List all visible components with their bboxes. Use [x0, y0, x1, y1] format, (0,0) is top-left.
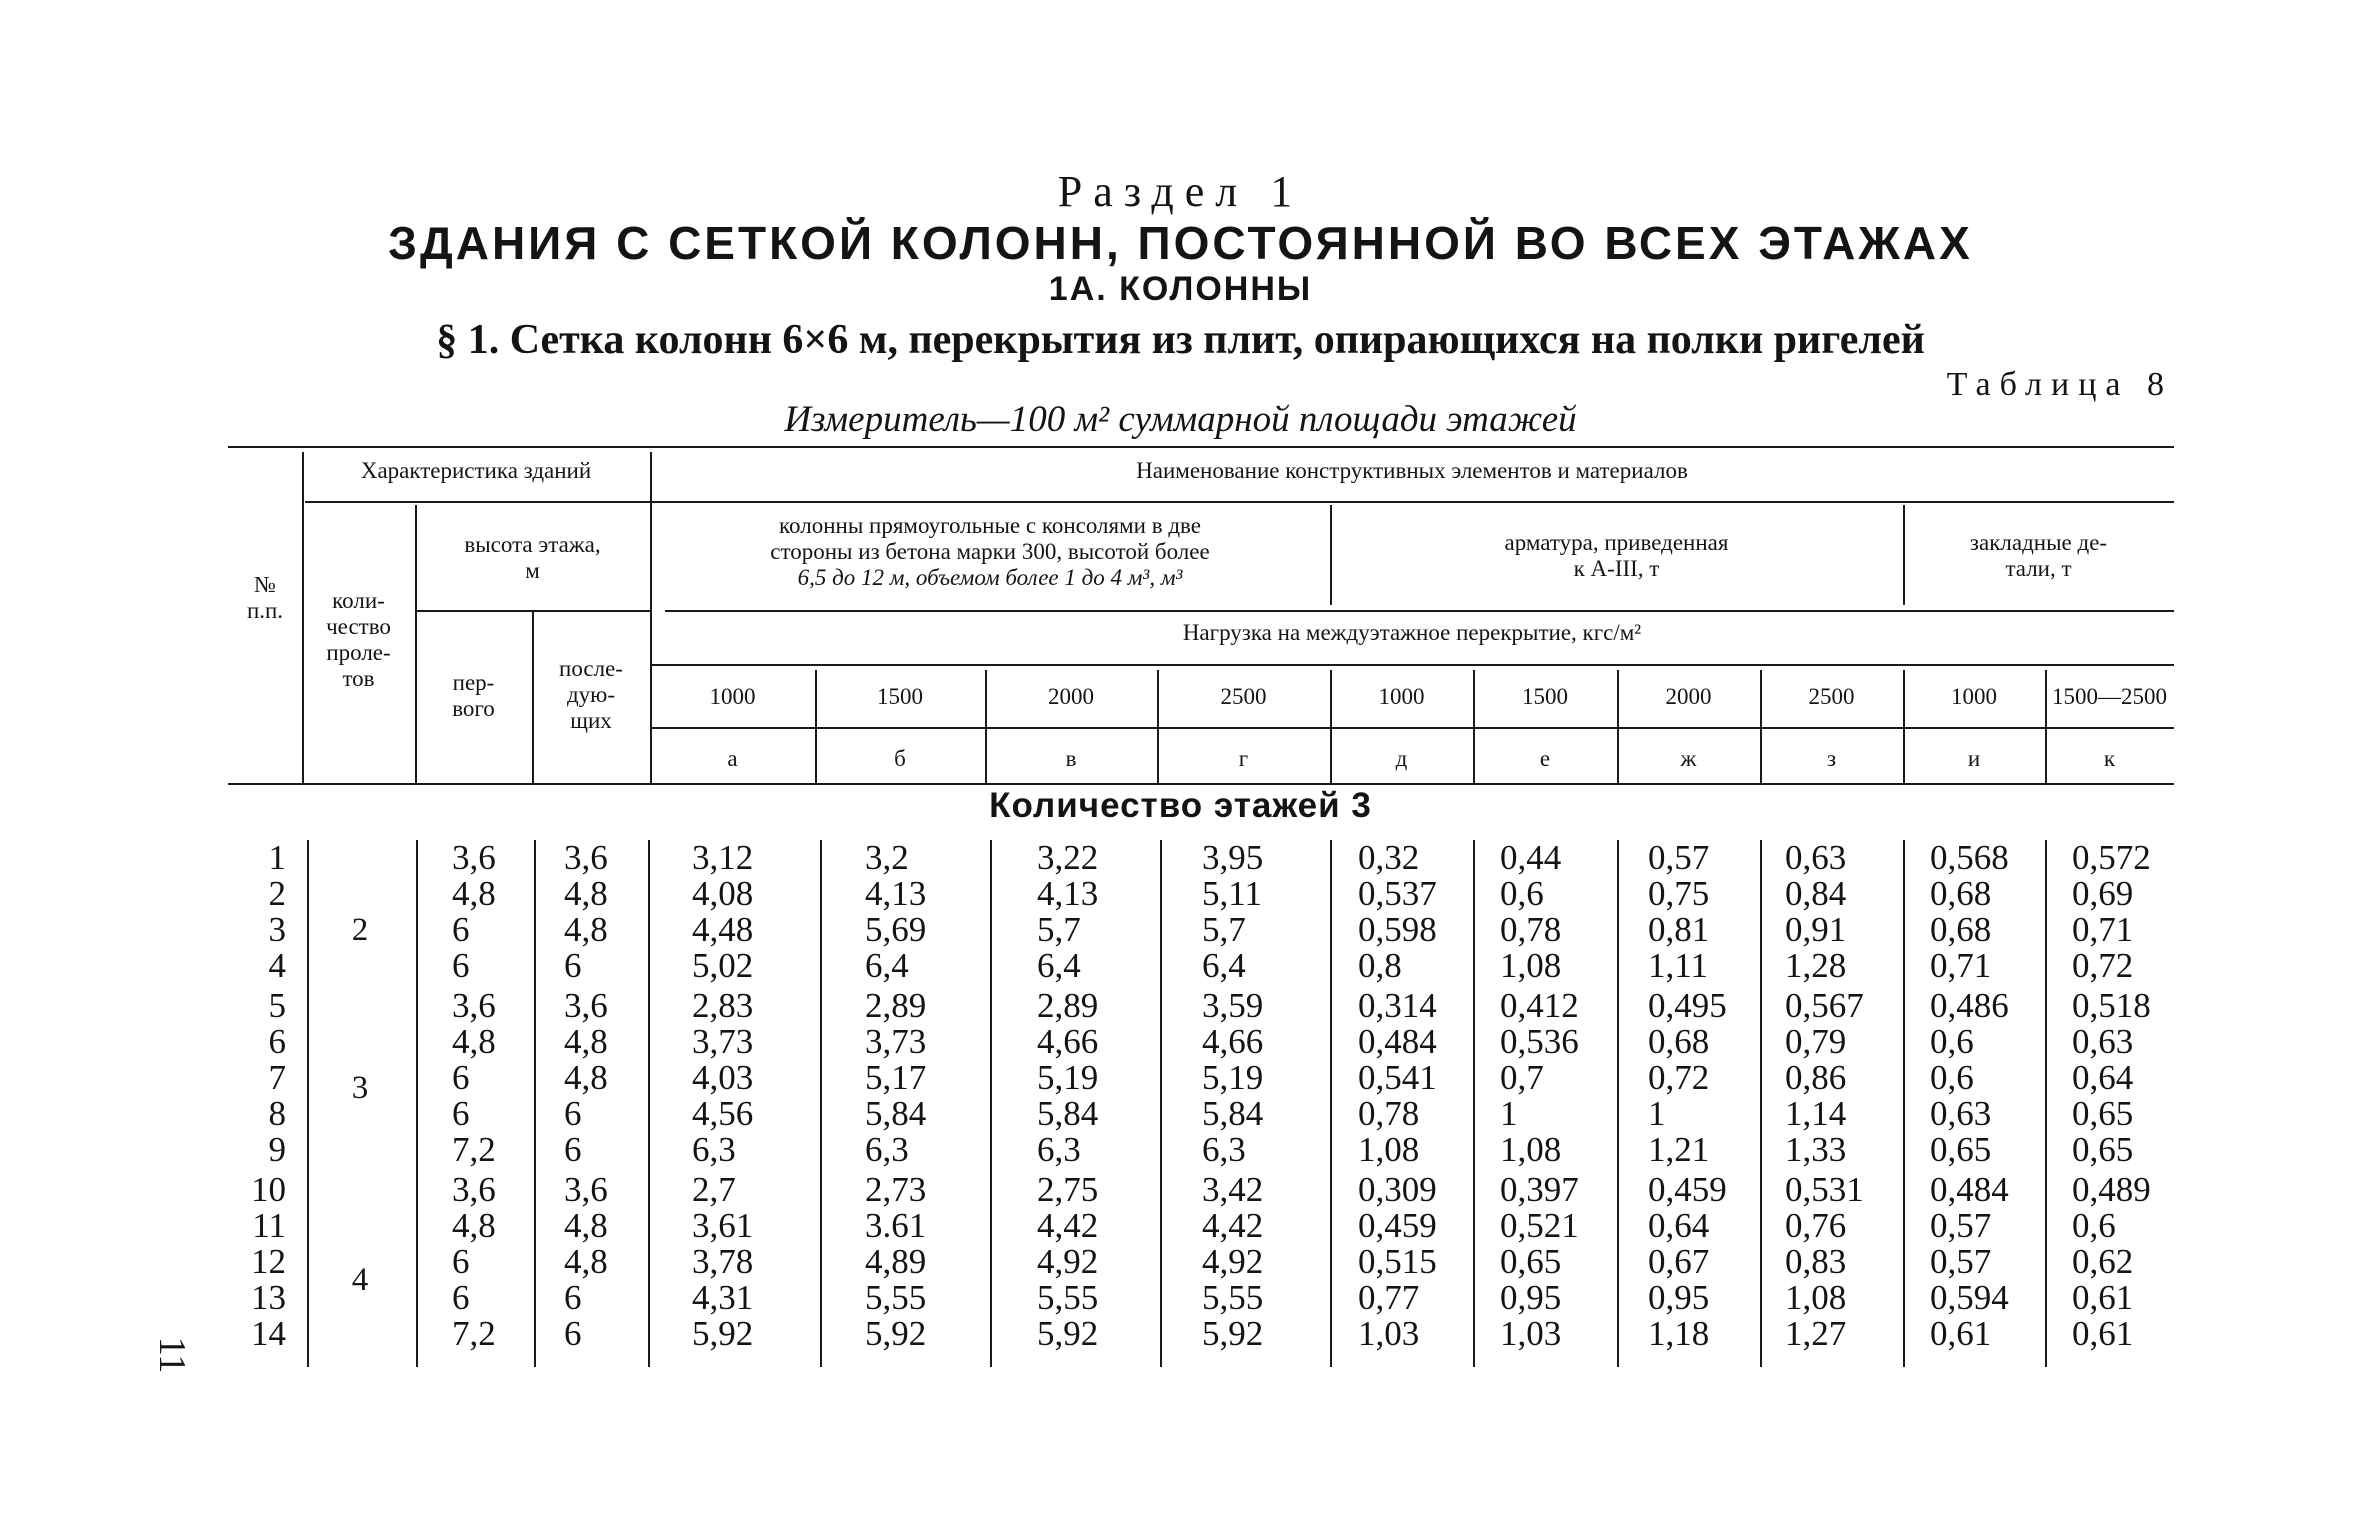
subsequent-floor-height: 4,8: [564, 910, 608, 949]
table-cell: 1,18: [1648, 1314, 1710, 1353]
table-cell: 0,91: [1785, 910, 1847, 949]
embedded-line: тали, т: [2005, 556, 2072, 581]
table-cell: 0,486: [1930, 986, 2009, 1025]
load-value: 2000: [1665, 684, 1712, 709]
spans-count-line: тов: [342, 666, 375, 691]
column-letter: и: [1967, 746, 1981, 771]
subsequent-floor-height: 4,8: [564, 874, 608, 913]
table-cell: 5,7: [1202, 910, 1246, 949]
table-cell: 0,63: [2072, 1022, 2134, 1061]
table-cell: 0,63: [1930, 1094, 1992, 1133]
table-cell: 4,31: [692, 1278, 754, 1317]
row-number: 5: [268, 986, 286, 1025]
first-floor-height: 6: [452, 1278, 470, 1317]
vrule-height: [650, 452, 652, 783]
table-cell: 0,309: [1358, 1170, 1437, 1209]
table-cell: 0,521: [1500, 1206, 1579, 1245]
table-cell: 4,42: [1037, 1206, 1099, 1245]
table-cell: 2,89: [1037, 986, 1099, 1025]
subsequent-floors-header: [532, 656, 650, 734]
table-cell: 1,03: [1500, 1314, 1562, 1353]
load-value: 1000: [709, 684, 756, 709]
row-number: 1: [268, 838, 286, 877]
rebar-line: к А-III, т: [1573, 556, 1660, 581]
row-number: 10: [251, 1170, 286, 1209]
table-cell: 5,84: [865, 1094, 927, 1133]
table-cell: 4,66: [1037, 1022, 1099, 1061]
table-cell: 4,56: [692, 1094, 754, 1133]
table-cell: 1,21: [1648, 1130, 1710, 1169]
table-cell: 2,75: [1037, 1170, 1099, 1209]
page-number: 11: [151, 1336, 193, 1374]
table-cell: 1,08: [1785, 1278, 1847, 1317]
table-cell: 0,594: [1930, 1278, 2009, 1317]
table-cell: 0,64: [2072, 1058, 2134, 1097]
main-title: ЗДАНИЯ С СЕТКОЙ КОЛОНН, ПОСТОЯННОЙ ВО ВСЕХ ЭТАЖАХ: [388, 217, 1973, 269]
table-cell: 0,72: [2072, 946, 2134, 985]
spans-count-header: [302, 588, 415, 692]
table-cell: 0,531: [1785, 1170, 1864, 1209]
table-cell: 6,4: [1037, 946, 1081, 985]
table-cell: 0,62: [2072, 1242, 2134, 1281]
table-row: [0, 1244, 2361, 1280]
table-cell: 6,3: [1202, 1130, 1246, 1169]
row-number: 11: [252, 1206, 286, 1245]
table-cell: 0,72: [1648, 1058, 1710, 1097]
span-count: 2: [351, 912, 369, 948]
subsequent-floor-height: 3,6: [564, 838, 608, 877]
column-letter: д: [1395, 746, 1408, 771]
table-cell: 0,57: [1648, 838, 1710, 877]
table-cell: 3,59: [1202, 986, 1264, 1025]
floors-heading: Количество этажей 3: [989, 786, 1372, 825]
load-title: Нагрузка на междуэтажное перекрытие, кгс/м²: [1182, 620, 1642, 645]
table-cell: 0,68: [1930, 910, 1992, 949]
table-cell: 6,4: [865, 946, 909, 985]
first-floor-height: 4,8: [452, 1022, 496, 1061]
table-cell: 0,57: [1930, 1242, 1992, 1281]
elements-rule: [650, 501, 2174, 503]
load-value: 1500—2500: [2052, 684, 2167, 709]
floor-height-header: [415, 532, 650, 584]
column-letter: е: [1539, 746, 1551, 771]
table-cell: 0,6: [2072, 1206, 2116, 1245]
table-cell: 5,17: [865, 1058, 927, 1097]
table-cell: 1,08: [1500, 946, 1562, 985]
table-cell: 4,92: [1037, 1242, 1099, 1281]
load-value: 2500: [1220, 684, 1267, 709]
load-value: 1500: [1522, 684, 1568, 709]
table-cell: 0,68: [1648, 1022, 1710, 1061]
rebar-header: [1330, 530, 1903, 582]
load-title-rule: [650, 664, 2174, 666]
table-cell: 0,61: [1930, 1314, 1992, 1353]
load-value: 2000: [1048, 684, 1094, 709]
table-cell: 3,42: [1202, 1170, 1264, 1209]
table-cell: 1,08: [1358, 1130, 1420, 1169]
subsequent-line: дую-: [566, 682, 616, 707]
table-cell: 5,19: [1202, 1058, 1264, 1097]
row-number: 7: [268, 1058, 286, 1097]
table-cell: 0,95: [1500, 1278, 1562, 1317]
table-cell: 5,11: [1202, 874, 1262, 913]
table-cell: 1,28: [1785, 946, 1847, 985]
table-row: [0, 840, 2361, 876]
first-floor-height: 4,8: [452, 1206, 496, 1245]
table-row: [0, 1172, 2361, 1208]
row-number: 12: [251, 1242, 286, 1281]
first-floor-height: 6: [452, 1242, 470, 1281]
table-cell: 5,84: [1202, 1094, 1264, 1133]
subsequent-floor-height: 4,8: [564, 1022, 608, 1061]
table-cell: 0,65: [1930, 1130, 1992, 1169]
column-letter: в: [1065, 746, 1077, 771]
table-row: [0, 1096, 2361, 1132]
table-cell: 1,33: [1785, 1130, 1847, 1169]
row-number: 4: [268, 946, 286, 985]
table-cell: 5,69: [865, 910, 927, 949]
table-cell: 0,83: [1785, 1242, 1847, 1281]
table-cell: 0,75: [1648, 874, 1710, 913]
first-floor-height: 3,6: [452, 838, 496, 877]
subsection-title: 1А. КОЛОННЫ: [1048, 270, 1313, 308]
table-cell: 6,3: [865, 1130, 909, 1169]
table-cell: 0,65: [2072, 1094, 2134, 1133]
table-cell: 1,08: [1500, 1130, 1562, 1169]
table-cell: 4,13: [865, 874, 927, 913]
table-cell: 0,77: [1358, 1278, 1420, 1317]
subsequent-floor-height: 3,6: [564, 1170, 608, 1209]
table-row: [0, 948, 2361, 984]
table-cell: 4,13: [1037, 874, 1099, 913]
table-cell: 0,7: [1500, 1058, 1544, 1097]
table-number: Таблица 8: [1946, 366, 2173, 403]
table-row: [0, 1316, 2361, 1352]
table-cell: 5,84: [1037, 1094, 1099, 1133]
column-letter: г: [1238, 746, 1249, 771]
section-label: Раздел 1: [1057, 167, 1304, 216]
first-floor-height: 3,6: [452, 986, 496, 1025]
subsequent-floor-height: 6: [564, 946, 582, 985]
table-cell: 3.61: [865, 1206, 927, 1245]
table-cell: 0,78: [1358, 1094, 1420, 1133]
table-cell: 4,42: [1202, 1206, 1264, 1245]
floor-height-line: высота этажа,: [464, 532, 601, 557]
table-cell: 0,6: [1930, 1058, 1974, 1097]
table-cell: 0,6: [1930, 1022, 1974, 1061]
column-letter: з: [1826, 746, 1837, 771]
table-cell: 6,4: [1202, 946, 1246, 985]
table-cell: 0,76: [1785, 1206, 1847, 1245]
table-cell: 3,12: [692, 838, 754, 877]
col-no-header: [228, 572, 302, 624]
table-cell: 0,495: [1648, 986, 1727, 1025]
table-cell: 0,95: [1648, 1278, 1710, 1317]
table-cell: 0,8: [1358, 946, 1402, 985]
table-row: [0, 988, 2361, 1024]
table-cell: 4,66: [1202, 1022, 1264, 1061]
first-floor-height: 4,8: [452, 874, 496, 913]
embedded-header: [1903, 530, 2174, 582]
table-cell: 3,61: [692, 1206, 754, 1245]
table-cell: 0,63: [1785, 838, 1847, 877]
table-cell: 0,484: [1930, 1170, 2009, 1209]
first-floor-header: [415, 670, 532, 722]
table-cell: 0,61: [2072, 1278, 2134, 1317]
table-cell: 0,84: [1785, 874, 1847, 913]
subsequent-floor-height: 4,8: [564, 1206, 608, 1245]
table-row: [0, 1024, 2361, 1060]
table-cell: 0,518: [2072, 986, 2151, 1025]
char-rule: [305, 501, 650, 503]
table-cell: 1: [1500, 1094, 1518, 1133]
table-cell: 0,65: [1500, 1242, 1562, 1281]
first-floor-height: 6: [452, 946, 470, 985]
column-letter: ж: [1680, 746, 1697, 771]
table-cell: 5,92: [865, 1314, 927, 1353]
subsequent-floor-height: 6: [564, 1130, 582, 1169]
first-floor-height: 6: [452, 1094, 470, 1133]
first-floor-height: 7,2: [452, 1314, 496, 1353]
table-cell: 0,489: [2072, 1170, 2151, 1209]
column-letter: к: [2103, 746, 2116, 771]
table-cell: 3,22: [1037, 838, 1099, 877]
table-cell: 0,484: [1358, 1022, 1437, 1061]
table-cell: 2,83: [692, 986, 754, 1025]
spans-count-line: проле-: [326, 640, 391, 665]
table-cell: 3,2: [865, 838, 909, 877]
table-cell: 3,73: [692, 1022, 754, 1061]
table-cell: 1,03: [1358, 1314, 1420, 1353]
table-cell: 2,7: [692, 1170, 736, 1209]
row-number: 13: [251, 1278, 286, 1317]
first-floor-height: 6: [452, 910, 470, 949]
table-cell: 2,89: [865, 986, 927, 1025]
table-cell: 5,55: [1202, 1278, 1264, 1317]
table-row: [0, 912, 2361, 948]
table-row: [0, 1280, 2361, 1316]
subsequent-floor-height: 6: [564, 1278, 582, 1317]
table-cell: 0,44: [1500, 838, 1562, 877]
columns-desc-line: стороны из бетона марки 300, высотой более: [770, 539, 1210, 564]
table-cell: 2,73: [865, 1170, 927, 1209]
subsequent-line: после-: [559, 656, 623, 681]
table-cell: 5,55: [865, 1278, 927, 1317]
table-cell: 4,92: [1202, 1242, 1264, 1281]
table-cell: 1,14: [1785, 1094, 1847, 1133]
table-cell: 4,48: [692, 910, 754, 949]
table-cell: 0,61: [2072, 1314, 2134, 1353]
table-cell: 0,572: [2072, 838, 2151, 877]
subsequent-floor-height: 4,8: [564, 1242, 608, 1281]
table-cell: 4,08: [692, 874, 754, 913]
subsequent-floor-height: 6: [564, 1314, 582, 1353]
load-value: 1000: [1378, 684, 1425, 709]
table-cell: 0,515: [1358, 1242, 1437, 1281]
table-cell: 0,598: [1358, 910, 1437, 949]
table-cell: 0,78: [1500, 910, 1562, 949]
row-number: 14: [251, 1314, 286, 1353]
elements-title: Наименование конструктивных элементов и материалов: [1136, 458, 1688, 483]
embedded-line: закладные де-: [1969, 530, 2108, 555]
table-cell: 1,11: [1648, 946, 1708, 985]
table-cell: 5,7: [1037, 910, 1081, 949]
col-no-symbol: №: [254, 572, 276, 597]
table-cell: 5,55: [1037, 1278, 1099, 1317]
table-cell: 5,92: [1037, 1314, 1099, 1353]
table-cell: 0,81: [1648, 910, 1710, 949]
table-cell: 0,314: [1358, 986, 1437, 1025]
table-cell: 0,6: [1500, 874, 1544, 913]
span-count: 4: [351, 1262, 369, 1298]
row-number: 6: [268, 1022, 286, 1061]
table-cell: 0,69: [2072, 874, 2134, 913]
header-bottom-rule: [228, 783, 2174, 785]
subsequent-floor-height: 3,6: [564, 986, 608, 1025]
load-value: 1000: [1951, 684, 1997, 709]
table-cell: 0,567: [1785, 986, 1864, 1025]
table-cell: 5,19: [1037, 1058, 1099, 1097]
table-cell: 0,68: [1930, 874, 1992, 913]
first-floor-height: 6: [452, 1058, 470, 1097]
table-row: [0, 876, 2361, 912]
table-cell: 0,32: [1358, 838, 1420, 877]
load-value: 1500: [877, 684, 923, 709]
span-count: 3: [351, 1070, 369, 1106]
column-letter: а: [727, 746, 738, 771]
table-cell: 0,459: [1358, 1206, 1437, 1245]
table-cell: 4,03: [692, 1058, 754, 1097]
row-number: 3: [268, 910, 286, 949]
table-row: [0, 1132, 2361, 1168]
table-cell: 0,64: [1648, 1206, 1710, 1245]
floor-height-line: м: [525, 558, 540, 583]
table-cell: 0,67: [1648, 1242, 1710, 1281]
column-letter: б: [894, 746, 906, 771]
rebar-line: арматура, приведенная: [1504, 530, 1729, 555]
row-number: 8: [268, 1094, 286, 1133]
table-cell: 6,3: [1037, 1130, 1081, 1169]
paragraph-title: § 1. Сетка колонн 6×6 м, перекрытия из плит, опирающихся на полки ригелей: [436, 317, 1925, 363]
columns-desc-line: колонны прямоугольные с консолями в две: [779, 513, 1201, 538]
table-cell: 0,536: [1500, 1022, 1579, 1061]
spans-count-line: чество: [326, 614, 391, 639]
table-row: [0, 1208, 2361, 1244]
table-cell: 0,412: [1500, 986, 1579, 1025]
table-cell: 0,86: [1785, 1058, 1847, 1097]
first-floor-height: 3,6: [452, 1170, 496, 1209]
first-floor-height: 7,2: [452, 1130, 496, 1169]
groups-rule: [665, 610, 2174, 612]
table-cell: 0,79: [1785, 1022, 1847, 1061]
spans-count-line: коли-: [332, 588, 385, 613]
table-cell: 5,92: [1202, 1314, 1264, 1353]
row-number: 2: [268, 874, 286, 913]
table-cell: 3,73: [865, 1022, 927, 1061]
table-cell: 4,89: [865, 1242, 927, 1281]
table-cell: 3,78: [692, 1242, 754, 1281]
first-floor-line: вого: [452, 696, 495, 721]
table-cell: 0,537: [1358, 874, 1437, 913]
table-cell: 0,459: [1648, 1170, 1727, 1209]
table-cell: 0,71: [2072, 910, 2134, 949]
row-number: 9: [268, 1130, 286, 1169]
header-top-rule: [228, 446, 2174, 448]
subsequent-floor-height: 4,8: [564, 1058, 608, 1097]
table-cell: 0,397: [1500, 1170, 1579, 1209]
measure-unit: Измеритель—100 м² суммарной площади этажей: [784, 399, 1577, 440]
table-cell: 5,92: [692, 1314, 754, 1353]
table-cell: 0,57: [1930, 1206, 1992, 1245]
load-value: 2500: [1808, 684, 1855, 709]
table-cell: 1,27: [1785, 1314, 1847, 1353]
loads-rule: [650, 727, 2174, 729]
building-char-header: Характеристика зданий: [360, 458, 592, 483]
table-cell: 3,95: [1202, 838, 1264, 877]
subsequent-line: щих: [570, 708, 612, 733]
table-cell: 0,541: [1358, 1058, 1437, 1097]
table-cell: 0,71: [1930, 946, 1992, 985]
table-cell: 1: [1648, 1094, 1666, 1133]
columns-desc-line: 6,5 до 12 м, объемом более 1 до 4 м³, м³: [797, 565, 1183, 590]
columns-description: [650, 513, 1330, 591]
table-cell: 0,568: [1930, 838, 2009, 877]
table-cell: 0,65: [2072, 1130, 2134, 1169]
table-cell: 6,3: [692, 1130, 736, 1169]
subsequent-floor-height: 6: [564, 1094, 582, 1133]
col-no-abbr: п.п.: [246, 598, 284, 623]
table-cell: 5,02: [692, 946, 754, 985]
first-floor-line: пер-: [452, 670, 495, 695]
table-row: [0, 1060, 2361, 1096]
